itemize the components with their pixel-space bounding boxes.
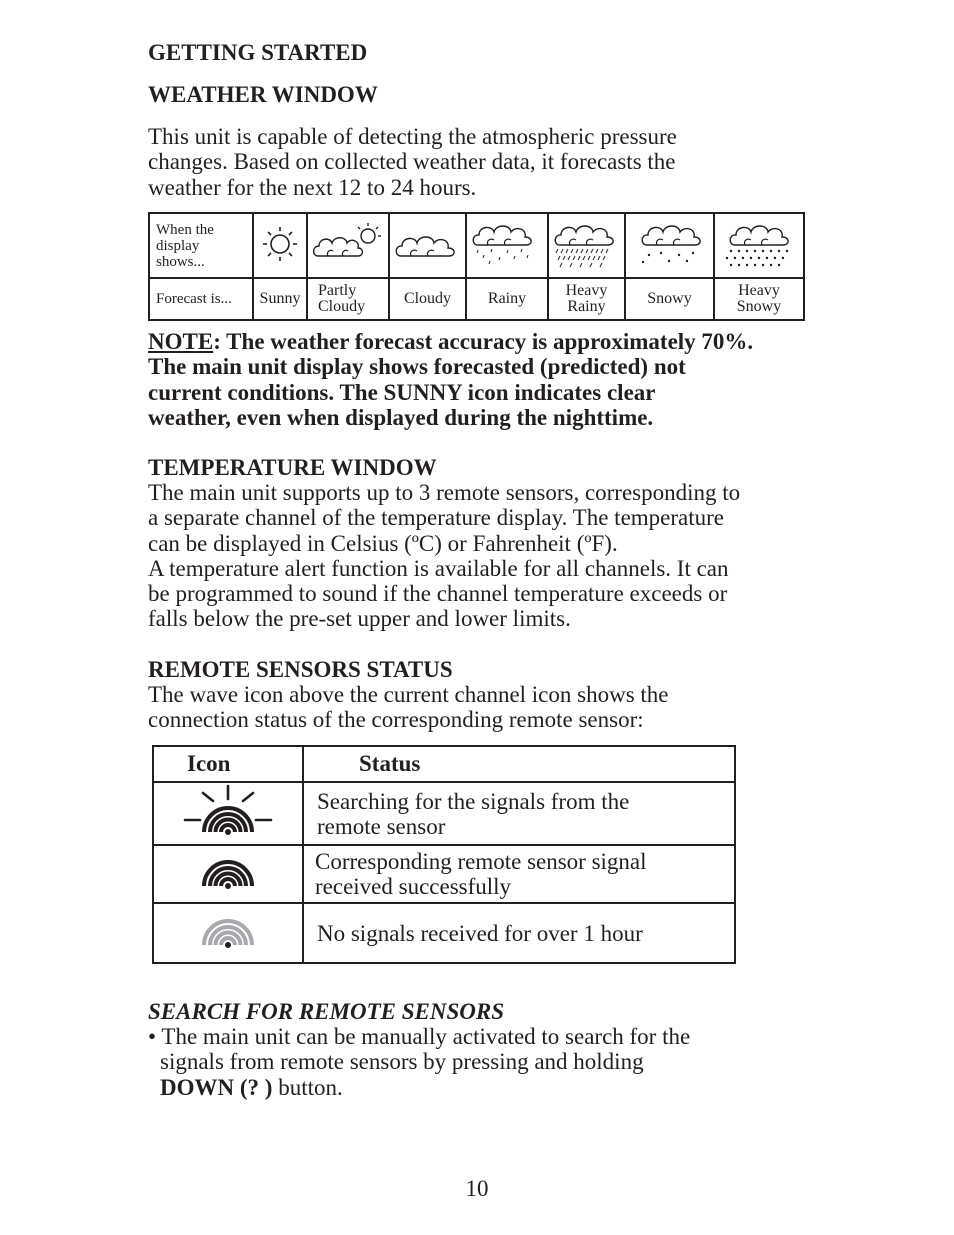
- heavy-snowy-icon: [714, 213, 804, 278]
- heavy-rainy-icon: [548, 213, 625, 278]
- status-table-status-header: Status: [303, 746, 735, 782]
- note-text: : The weather forecast accuracy is approximately 70%. The main unit display shows forecasted (predicted) not current conditions. The SUNNY icon indicates clear weather, even when displayed during the nighttime.: [148, 329, 754, 430]
- section-heading-getting-started: GETTING STARTED: [148, 40, 368, 65]
- search-text-line-1: The main unit can be manually activated to search for the: [161, 1024, 691, 1049]
- rainy-icon: [466, 213, 548, 278]
- sunny-icon: [253, 213, 307, 278]
- forecast-label-snowy: Snowy: [625, 278, 714, 320]
- no-signal-icon: [153, 903, 303, 963]
- search-text-line-2: signals from remote sensors by pressing and holding: [160, 1049, 644, 1075]
- status-received-text: Corresponding remote sensor signal received successfully: [303, 845, 735, 903]
- forecast-label-sunny: Sunny: [253, 278, 307, 320]
- search-text-line-3: button.: [272, 1074, 343, 1100]
- partly-cloudy-icon: [307, 213, 389, 278]
- section-heading-temperature-window: TEMPERATURE WINDOW: [148, 455, 437, 480]
- section-heading-weather-window: WEATHER WINDOW: [148, 82, 378, 107]
- remote-status-paragraph: The wave icon above the current channel icon shows the connection status of the corresponding remote sensor:: [148, 682, 669, 733]
- forecast-label-heavy-rainy: Heavy Rainy: [548, 278, 625, 320]
- section-heading-remote-sensors-status: REMOTE SENSORS STATUS: [148, 657, 453, 682]
- searching-signal-icon: [153, 782, 303, 845]
- forecast-label-heavy-snowy: Heavy Snowy: [714, 278, 804, 320]
- forecast-label-rainy: Rainy: [466, 278, 548, 320]
- down-button-label: DOWN (? ): [160, 1074, 273, 1100]
- search-paragraph: [148, 1024, 848, 1100]
- note-label: NOTE: [148, 329, 214, 354]
- status-no-signal-text: No signals received for over 1 hour: [303, 903, 735, 963]
- status-searching-text: Searching for the signals from the remote sensor: [303, 782, 735, 845]
- weather-forecast-table: [148, 212, 805, 321]
- signal-received-icon: [153, 845, 303, 903]
- status-table-icon-header: Icon: [153, 746, 303, 782]
- snowy-icon: [625, 213, 714, 278]
- temperature-paragraph: The main unit supports up to 3 remote sensors, corresponding to a separate channel of the temperature display. The temperature can be displayed in Celsius (ºC) or Fahrenheit (ºF). A temperature alert function is available for all channels. It can be programmed to sound if the channel temperature exceeds or falls below the pre-set upper and lower limits.: [148, 480, 741, 632]
- page-number: 10: [465, 1176, 489, 1201]
- forecast-label-cloudy: Cloudy: [389, 278, 466, 320]
- forecast-label-partly-cloudy: Partly Cloudy: [307, 278, 389, 320]
- weather-intro-paragraph: This unit is capable of detecting the atmospheric pressure changes. Based on collected weather data, it forecasts the weather for the next 12 to 24 hours.: [148, 124, 677, 200]
- forecast-is-header: Forecast is...: [149, 278, 253, 320]
- bullet: •: [148, 1024, 157, 1049]
- forecast-accuracy-note: [148, 329, 848, 430]
- display-shows-header: When the display shows...: [149, 213, 253, 278]
- section-heading-search-remote-sensors: SEARCH FOR REMOTE SENSORS: [148, 999, 504, 1024]
- cloudy-icon: [389, 213, 466, 278]
- sensor-status-table: [152, 745, 736, 964]
